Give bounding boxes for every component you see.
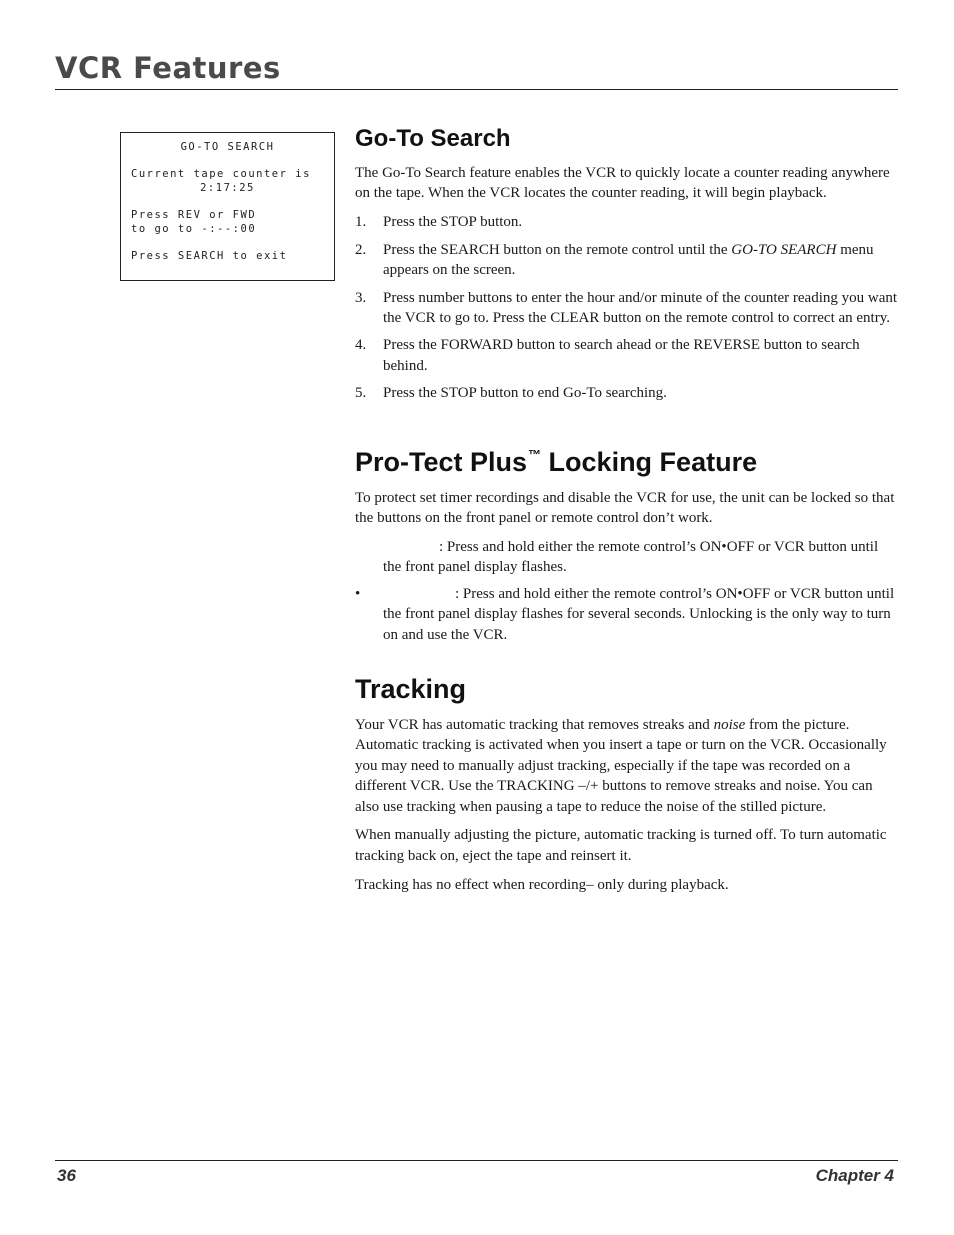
list-item: 5. Press the STOP button to end Go-To searching. [355, 385, 667, 402]
chapter-label: Chapter 4 [815, 1166, 894, 1185]
list-item: 4. Press the FORWARD button to search ahead or the REVERSE button to search behind. [355, 337, 860, 374]
steps-list [355, 212, 900, 403]
onscreen-menu-figure [120, 132, 335, 281]
osd-line: 2:17:25 [200, 182, 255, 194]
tracking-section [355, 673, 900, 895]
list-item: 3. Press number buttons to enter the hour and/or minute of the counter reading you want the VCR to go to. Press the CLEAR button on the remote control to correct an entry. [355, 289, 898, 326]
goto-search-section [355, 124, 900, 404]
paragraph: To protect set timer recordings and disable the VCR for use, the unit can be locked so that the buttons on the front panel or remote control don’t work. [355, 489, 895, 526]
section-heading: Tracking [355, 673, 467, 704]
page-title: VCR Features [55, 51, 281, 85]
osd-line: Press SEARCH to exit [131, 250, 288, 262]
osd-line: Current tape counter is [131, 168, 311, 180]
section-heading: Pro-Tect Plus™ Locking Feature [355, 446, 758, 477]
list-item: • : Press and hold either the remote control’s ON•OFF or VCR button until the front panel display flashes for several seconds. Unlocking is the only way to turn on and use the VCR. [355, 585, 895, 643]
paragraph: Tracking has no effect when recording– only during playback. [355, 876, 729, 893]
list-item: 2. Press the SEARCH button on the remote control until the GO-TO SEARCH menu appears on the screen. [355, 241, 874, 279]
list-item: : Press and hold either the remote control’s ON•OFF or VCR button until the front panel display flashes. [383, 538, 879, 576]
section-heading: Go-To Search [355, 125, 511, 152]
bullet: • [355, 585, 361, 602]
paragraph: When manually adjusting the picture, automatic tracking is turned off. To turn automatic tracking back on, eject the tape and reinsert it. [355, 827, 887, 864]
page-number: 36 [57, 1166, 76, 1185]
osd-title: GO-TO SEARCH [180, 141, 275, 153]
paragraph: Your VCR has automatic tracking that removes streaks and noise from the picture. Automatic tracking is activated when you insert a tape or turn on the VCR. Occasionally you may need to manually adjust tracking, especially if the tape was recorded on a different VCR. Use the TRACKING –/+ buttons to remove streaks and noise. You can also use tracking when pausing a tape to reduce the noise of the stilled picture. [355, 716, 887, 815]
main-content [355, 124, 900, 904]
osd-line: to go to -:--:00 [131, 223, 257, 235]
page-header [55, 50, 898, 90]
protect-plus-section [355, 439, 900, 645]
osd-line: Press REV or FWD [131, 209, 257, 221]
list-item: 1. Press the STOP button. [355, 214, 523, 231]
paragraph: The Go-To Search feature enables the VCR to quickly locate a counter reading anywhere on the tape. When the VCR locates the counter reading, it will begin playback. [355, 165, 890, 202]
trademark-symbol: ™ [528, 446, 542, 462]
page-footer [55, 1160, 898, 1190]
